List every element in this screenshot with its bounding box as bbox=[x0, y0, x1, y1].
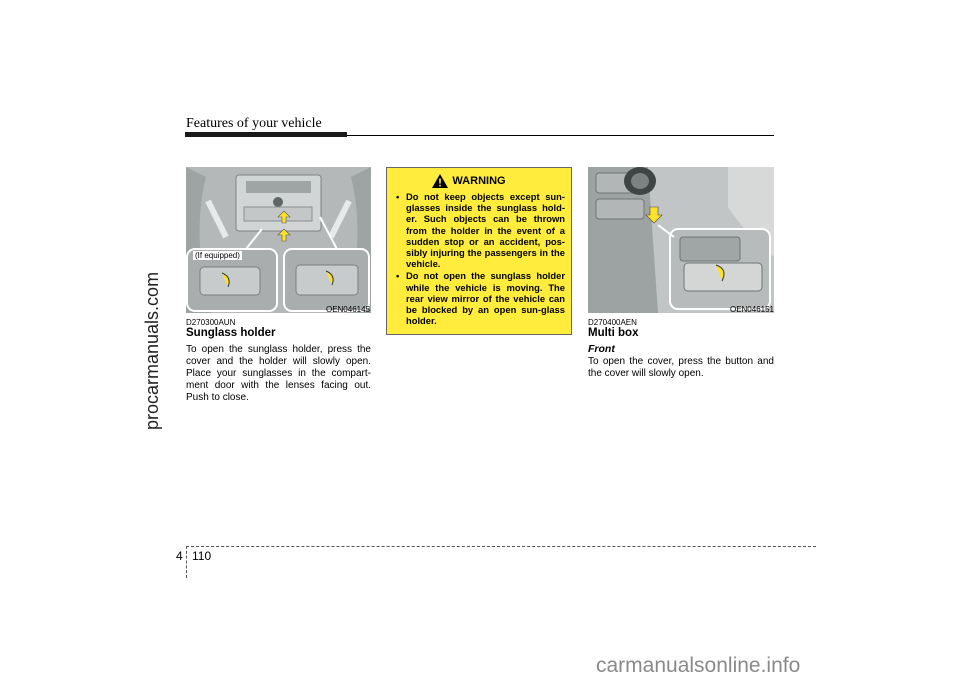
bottom-watermark: carmanualsonline.info bbox=[596, 654, 801, 677]
chapter-number: 4 bbox=[176, 549, 183, 563]
footer-divider bbox=[186, 546, 187, 578]
header-rule bbox=[347, 135, 774, 136]
warning-item: • Do not open the sunglass holder while the vehicle is moving. The rear view mirror of the vehicle can be blocked by an open sun-glass holder. bbox=[395, 270, 565, 326]
if-equipped-callout: (If equipped) bbox=[195, 251, 240, 260]
right-image-code: OEN046151 bbox=[729, 305, 774, 314]
warning-title: WARNING bbox=[452, 175, 506, 187]
sunglass-holder-illustration bbox=[186, 167, 371, 313]
warning-item: • Do not keep objects except sun-glasses inside the sunglass hold-er. Such objects can be thrown from the holder in the event of a sudden stop or an accident, pos-sibly injuring the passengers in the vehicle. bbox=[395, 191, 565, 269]
multi-box-drawing bbox=[588, 167, 774, 313]
multi-box-heading: Multi box bbox=[588, 327, 639, 339]
warning-list bbox=[395, 191, 565, 326]
sunglass-holder-drawing bbox=[186, 167, 371, 313]
right-doc-code: D270400AEN bbox=[588, 318, 637, 327]
multi-box-illustration bbox=[588, 167, 774, 313]
left-image-code: OEN046145 bbox=[325, 305, 370, 314]
side-watermark: procarmanuals.com bbox=[142, 271, 162, 430]
sunglass-holder-heading: Sunglass holder bbox=[186, 327, 276, 339]
left-doc-code: D270300AUN bbox=[186, 318, 236, 327]
page-number: 110 bbox=[192, 549, 212, 563]
warning-triangle-icon bbox=[432, 174, 448, 188]
warning-header bbox=[373, 174, 565, 188]
multi-box-subheading: Front bbox=[588, 343, 615, 355]
section-title: Features of your vehicle bbox=[186, 116, 322, 131]
footer-rule bbox=[186, 546, 816, 547]
warning-box bbox=[386, 167, 572, 335]
multi-box-body: To open the cover, press the button and the cover will slowly open. bbox=[588, 356, 774, 379]
sunglass-holder-body: To open the sunglass holder, press the cover and the holder will slowly open. Place your sunglasses in the compart-ment door with the lenses facing out. Push to close. bbox=[186, 344, 371, 403]
header-bar bbox=[185, 132, 347, 137]
